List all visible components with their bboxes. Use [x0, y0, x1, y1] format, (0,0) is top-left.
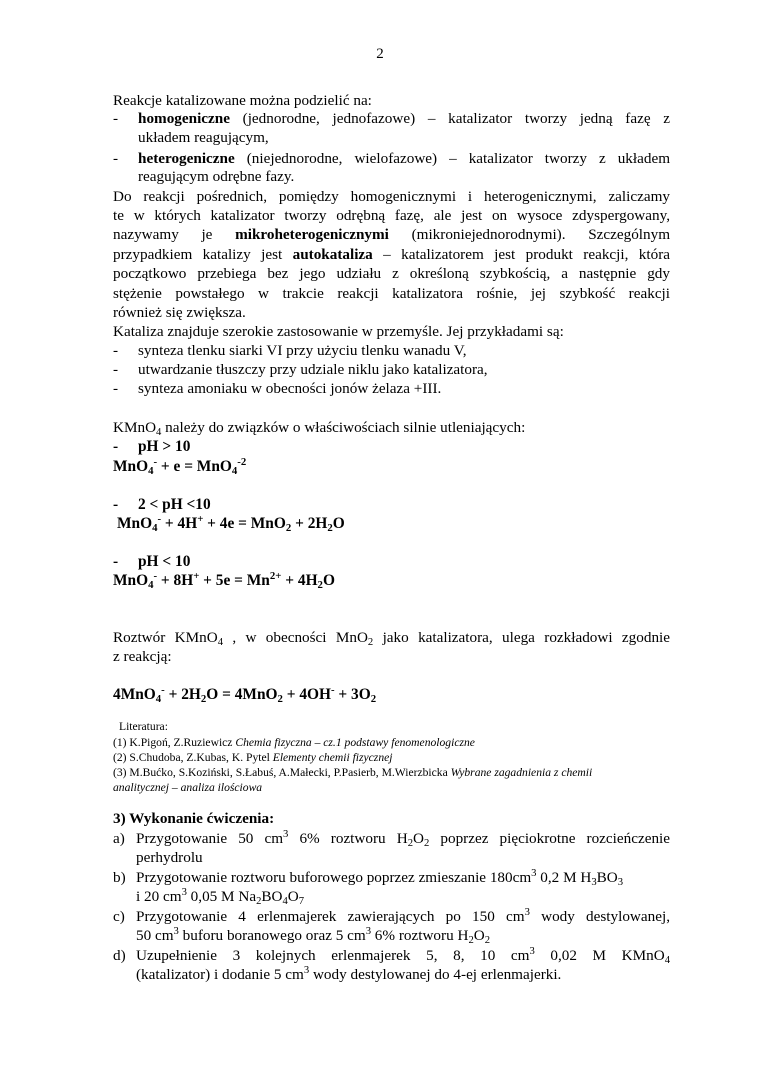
equation-2: $MnO_4^- + 4H^+ + 4e = MnO_2 + 2H_2O$	[117, 513, 345, 534]
term-microheterogeneous: mikroheterogenicznymi	[235, 226, 389, 243]
equation-decomposition: $4MnO_4^- + 2H_2O = 4MnO_2 + 4OH^- + 3O_2$	[113, 684, 377, 705]
list-item: synteza amoniaku w obecności jonów żelaza +III.	[138, 380, 442, 397]
step-a-cont: perhydrolu	[136, 849, 203, 866]
heterogeneous-item: heterogeniczne (niejednorodne, wielofazowe) – katalizator tworzy z układem	[138, 150, 671, 167]
item-label: b)	[113, 869, 126, 886]
step-b-cont: i 20 $cm^3$ 0,05 M $Na_2BO_4O_7$	[136, 887, 305, 907]
section-heading: 3) Wykonanie ćwiczenia:	[113, 810, 275, 827]
term-heterogeneous: heterogeniczne	[138, 150, 235, 167]
step-a: Przygotowanie 50 $cm^3$ 6% roztworu $H_2O_2$ poprzez pięciokrotne rozcieńczenie	[136, 829, 670, 849]
item-label: c)	[113, 908, 125, 925]
homogeneous-item: homogeniczne (jednorodne, jednofazowe) – katalizator tworzy jedną fazę z	[138, 110, 670, 127]
reference-1: (1) K.Pigoń, Z.Ruziewicz Chemia fizyczna – cz.1 podstawy fenomenologiczne	[113, 736, 475, 749]
list-dash: -	[113, 110, 119, 127]
condition-ph-lt-10: pH < 10	[138, 553, 191, 570]
equation-3: $MnO_4^- + 8H^+ + 5e = Mn^{2+} + 4H_2O$	[113, 570, 335, 591]
list-item: synteza tlenku siarki VI przy użyciu tlenku wanadu V,	[138, 342, 467, 359]
list-dash: -	[113, 361, 119, 378]
item-label: a)	[113, 830, 125, 847]
list-dash: -	[113, 553, 119, 570]
equation-1: MnO$_4$- + e = MnO$_4^{-2}$	[113, 456, 247, 477]
literature-heading: Literatura:	[119, 720, 168, 733]
item-label: d)	[113, 947, 126, 964]
decomp-line: z reakcją:	[113, 648, 172, 665]
step-b: Przygotowanie roztworu buforowego poprzez zmieszanie $180cm^3$ 0,2 M $H_3BO_3$	[136, 868, 624, 888]
list-dash: -	[113, 380, 119, 397]
reference-2: (2) S.Chudoba, Z.Kubas, K. Pytel Elementy chemii fizycznej	[113, 751, 393, 764]
term-autocatalysis: autokataliza	[292, 246, 373, 263]
decomp-line: Roztwór KMnO$_4$ , w obecności MnO$_2$ jako katalizatora, ulega rozkładowi zgodnie	[113, 629, 670, 648]
list-dash: -	[113, 342, 119, 359]
para1-line: stężenie powstałego w trakcie reakcji katalizatora rośnie, jej szybkość reakcji	[113, 285, 670, 302]
para1-line: przypadkiem katalizy jest autokataliza – katalizatorem jest produkt reakcji, która	[113, 246, 670, 263]
step-d: Uzupełnienie 3 kolejnych erlenmajerek 5, 8, 10 $cm^3$ 0,02 M KMnO$_4$	[136, 946, 670, 966]
list-item: utwardzanie tłuszczy przy udziale niklu jako katalizatora,	[138, 361, 488, 378]
para2-line: Kataliza znajduje szerokie zastosowanie w przemyśle. Jej przykładami są:	[113, 323, 564, 340]
heterogeneous-item-cont: reagującym odrębne fazy.	[138, 168, 295, 185]
kmno4-intro: KMnO$_4$ należy do związków o właściwościach silnie utleniających:	[113, 419, 526, 438]
page-number: 2	[376, 46, 384, 62]
para1-line: te w których katalizator tworzy odrębną fazę, ale jest on wysoce zdyspergowany,	[113, 207, 670, 224]
para1-line: nazywamy je mikroheterogenicznymi (mikroniejednorodnymi). Szczególnym	[113, 226, 671, 243]
condition-ph-2-10: 2 < pH <10	[138, 496, 211, 513]
list-dash: -	[113, 150, 119, 167]
para1-line: początkowo przebiega bez jego udziału z określoną szybkością, a następnie gdy	[113, 265, 670, 282]
intro-line: Reakcje katalizowane można podzielić na:	[113, 92, 372, 109]
step-c: Przygotowanie 4 erlenmajerek zawierających po 150 $cm^3$ wody destylowanej,	[136, 907, 670, 925]
para1-line: również się zwiększa.	[113, 304, 246, 321]
list-dash: -	[113, 496, 119, 513]
homogeneous-item-cont: układem reagującym,	[138, 129, 269, 146]
reference-3-cont: analitycznej – analiza ilościowa	[113, 781, 263, 794]
step-d-cont: (katalizator) i dodanie 5 $cm^3$ wody destylowanej do 4-ej erlenmajerki.	[136, 965, 562, 983]
list-dash: -	[113, 438, 119, 455]
term-homogeneous: homogeniczne	[138, 110, 230, 127]
reference-3: (3) M.Bućko, S.Koziński, S.Łabuś, A.Małecki, P.Pasierb, M.Wierzbicka Wybrane zagadnienia z chemii	[113, 766, 593, 779]
condition-ph-gt-10: pH > 10	[138, 438, 191, 455]
step-c-cont: 50 $cm^3$ buforu boranowego oraz 5 $cm^3$ 6% roztworu $H_2O_2$	[136, 926, 491, 946]
para1-line: Do reakcji pośrednich, pomiędzy homogenicznymi i heterogenicznymi, zaliczamy	[113, 188, 670, 205]
